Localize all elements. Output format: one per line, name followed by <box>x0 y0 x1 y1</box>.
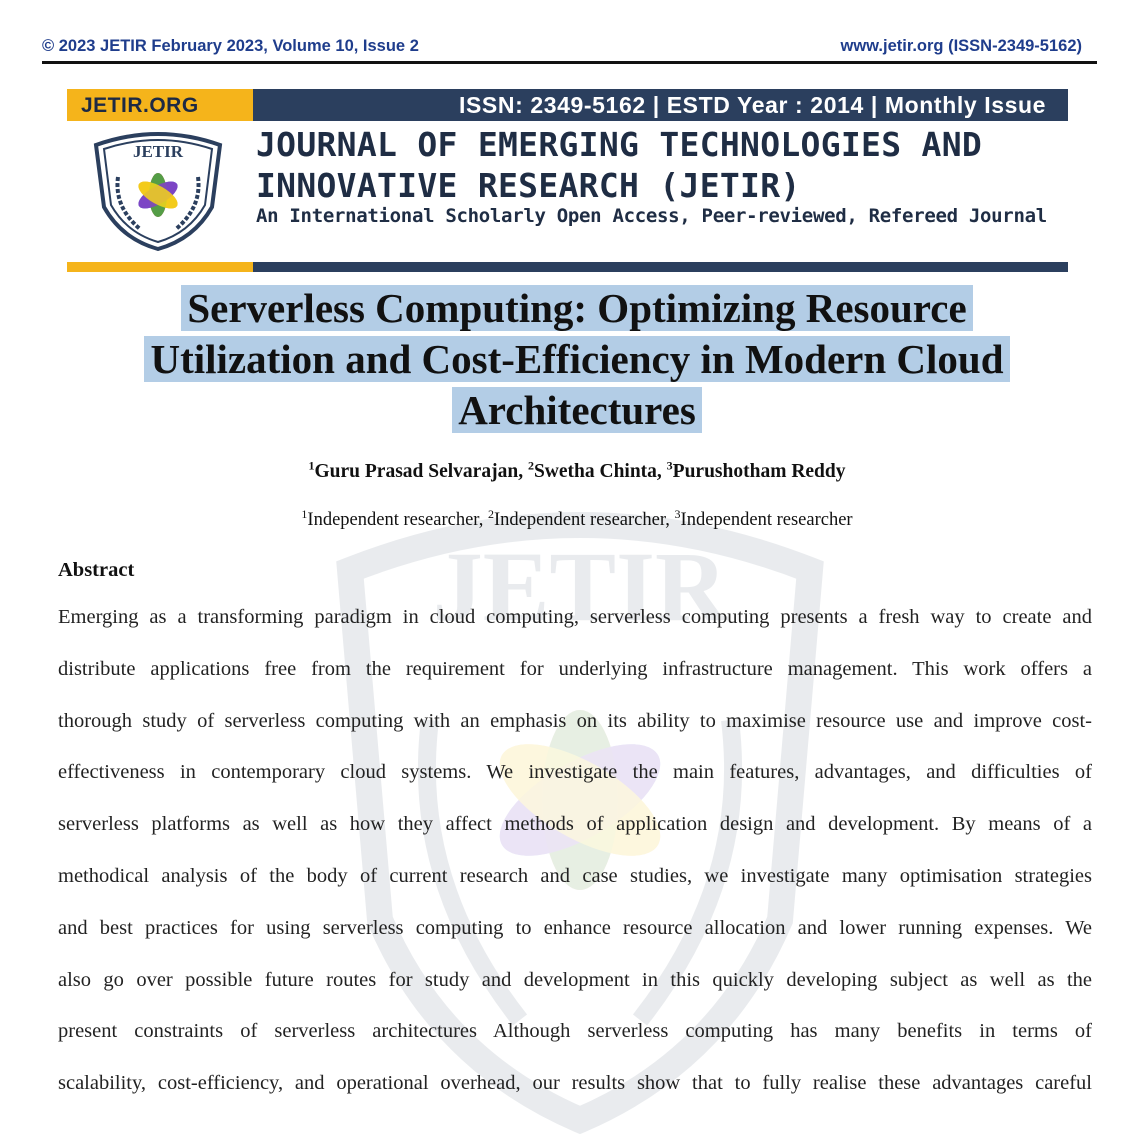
author-name: Guru Prasad Selvarajan <box>314 461 519 482</box>
bottom-bar-yellow <box>67 262 253 272</box>
affiliation-text: Independent researcher <box>680 510 853 530</box>
banner-issn-line: ISSN: 2349-5162 | ESTD Year : 2014 | Monthly Issue <box>459 92 1047 118</box>
journal-name <box>256 124 982 206</box>
journal-banner-bar <box>67 89 1068 121</box>
journal-website-issn: www.jetir.org (ISSN-2349-5162) <box>840 37 1082 55</box>
author-list: $^1$Guru Prasad Selvarajan, $^2$Swetha Chinta, $^3$Purushotham Reddy <box>308 458 846 482</box>
running-header <box>42 37 1097 61</box>
banner-navy-block <box>253 89 1068 121</box>
affiliation-sup: 1 <box>301 506 308 521</box>
journal-issue-info: © 2023 JETIR February 2023, Volume 10, Issue 2 <box>42 37 419 55</box>
abstract-line: also go over possible future routes for study and development in this quickly developing subject as well as the <box>58 968 1092 991</box>
abstract-line: thorough study of serverless computing with an emphasis on its ability to maximise resource use and improve cost- <box>58 709 1092 732</box>
title-line: Architectures <box>452 387 702 433</box>
author-name: Swetha Chinta <box>533 461 657 482</box>
abstract-line: present constraints of serverless architectures Although serverless computing has many benefits in terms of <box>58 1020 1092 1043</box>
banner-bottom-bar <box>67 262 1068 272</box>
abstract-line: and best practices for using serverless computing to enhance resource allocation and lower running expenses. We <box>58 916 1092 939</box>
journal-tagline: An International Scholarly Open Access, Peer-reviewed, Refereed Journal <box>256 205 1047 227</box>
abstract-line: Emerging as a transforming paradigm in cloud computing, serverless computing presents a fresh way to create and <box>58 606 1092 628</box>
logo-text: JETIR <box>132 142 184 161</box>
watermark-label: JETIR <box>432 531 728 642</box>
affiliation-list: $^1$Independent researcher, $^2$Independent researcher, $^3$Independent researcher <box>301 506 853 530</box>
abstract-line: serverless platforms as well as how they affect methods of application design and development. By means of a <box>58 813 1092 836</box>
paper-title <box>60 283 1094 436</box>
affiliation-sup: 2 <box>487 506 494 521</box>
author-sup: 3 <box>666 458 673 473</box>
header-divider <box>42 61 1097 64</box>
journal-name-line-2: INNOVATIVE RESEARCH (JETIR) <box>256 166 801 205</box>
author-name: Purushotham Reddy <box>672 461 846 482</box>
affiliation-text: Independent researcher <box>493 510 666 530</box>
title-line: Serverless Computing: Optimizing Resource <box>181 285 972 331</box>
abstract-line: distribute applications free from the requirement for underlying infrastructure management. This work offers a <box>58 657 1092 680</box>
bottom-bar-navy <box>253 262 1068 272</box>
title-line: Utilization and Cost-Efficiency in Modern Cloud <box>144 336 1009 382</box>
journal-name-line-1: JOURNAL OF EMERGING TECHNOLOGIES AND <box>256 125 983 164</box>
affiliation-sup: 3 <box>674 506 681 521</box>
abstract-line: methodical analysis of the body of current research and case studies, we investigate many optimisation strategies <box>58 864 1092 887</box>
abstract-body <box>58 606 1092 1124</box>
abstract-heading: Abstract <box>58 559 135 581</box>
abstract-line: scalability, cost-efficiency, and operational overhead, our results show that to fully realise these advantages careful <box>58 1072 1092 1095</box>
abstract-line: effectiveness in contemporary cloud systems. We investigate the main features, advantages, and difficulties of <box>58 761 1092 784</box>
author-sup: 2 <box>527 458 534 473</box>
banner-site-label: JETIR.ORG <box>81 94 199 117</box>
author-sup: 1 <box>308 458 315 473</box>
affiliation-text: Independent researcher <box>307 510 479 530</box>
banner-yellow-block <box>67 89 253 121</box>
jetir-logo-icon <box>88 127 228 251</box>
